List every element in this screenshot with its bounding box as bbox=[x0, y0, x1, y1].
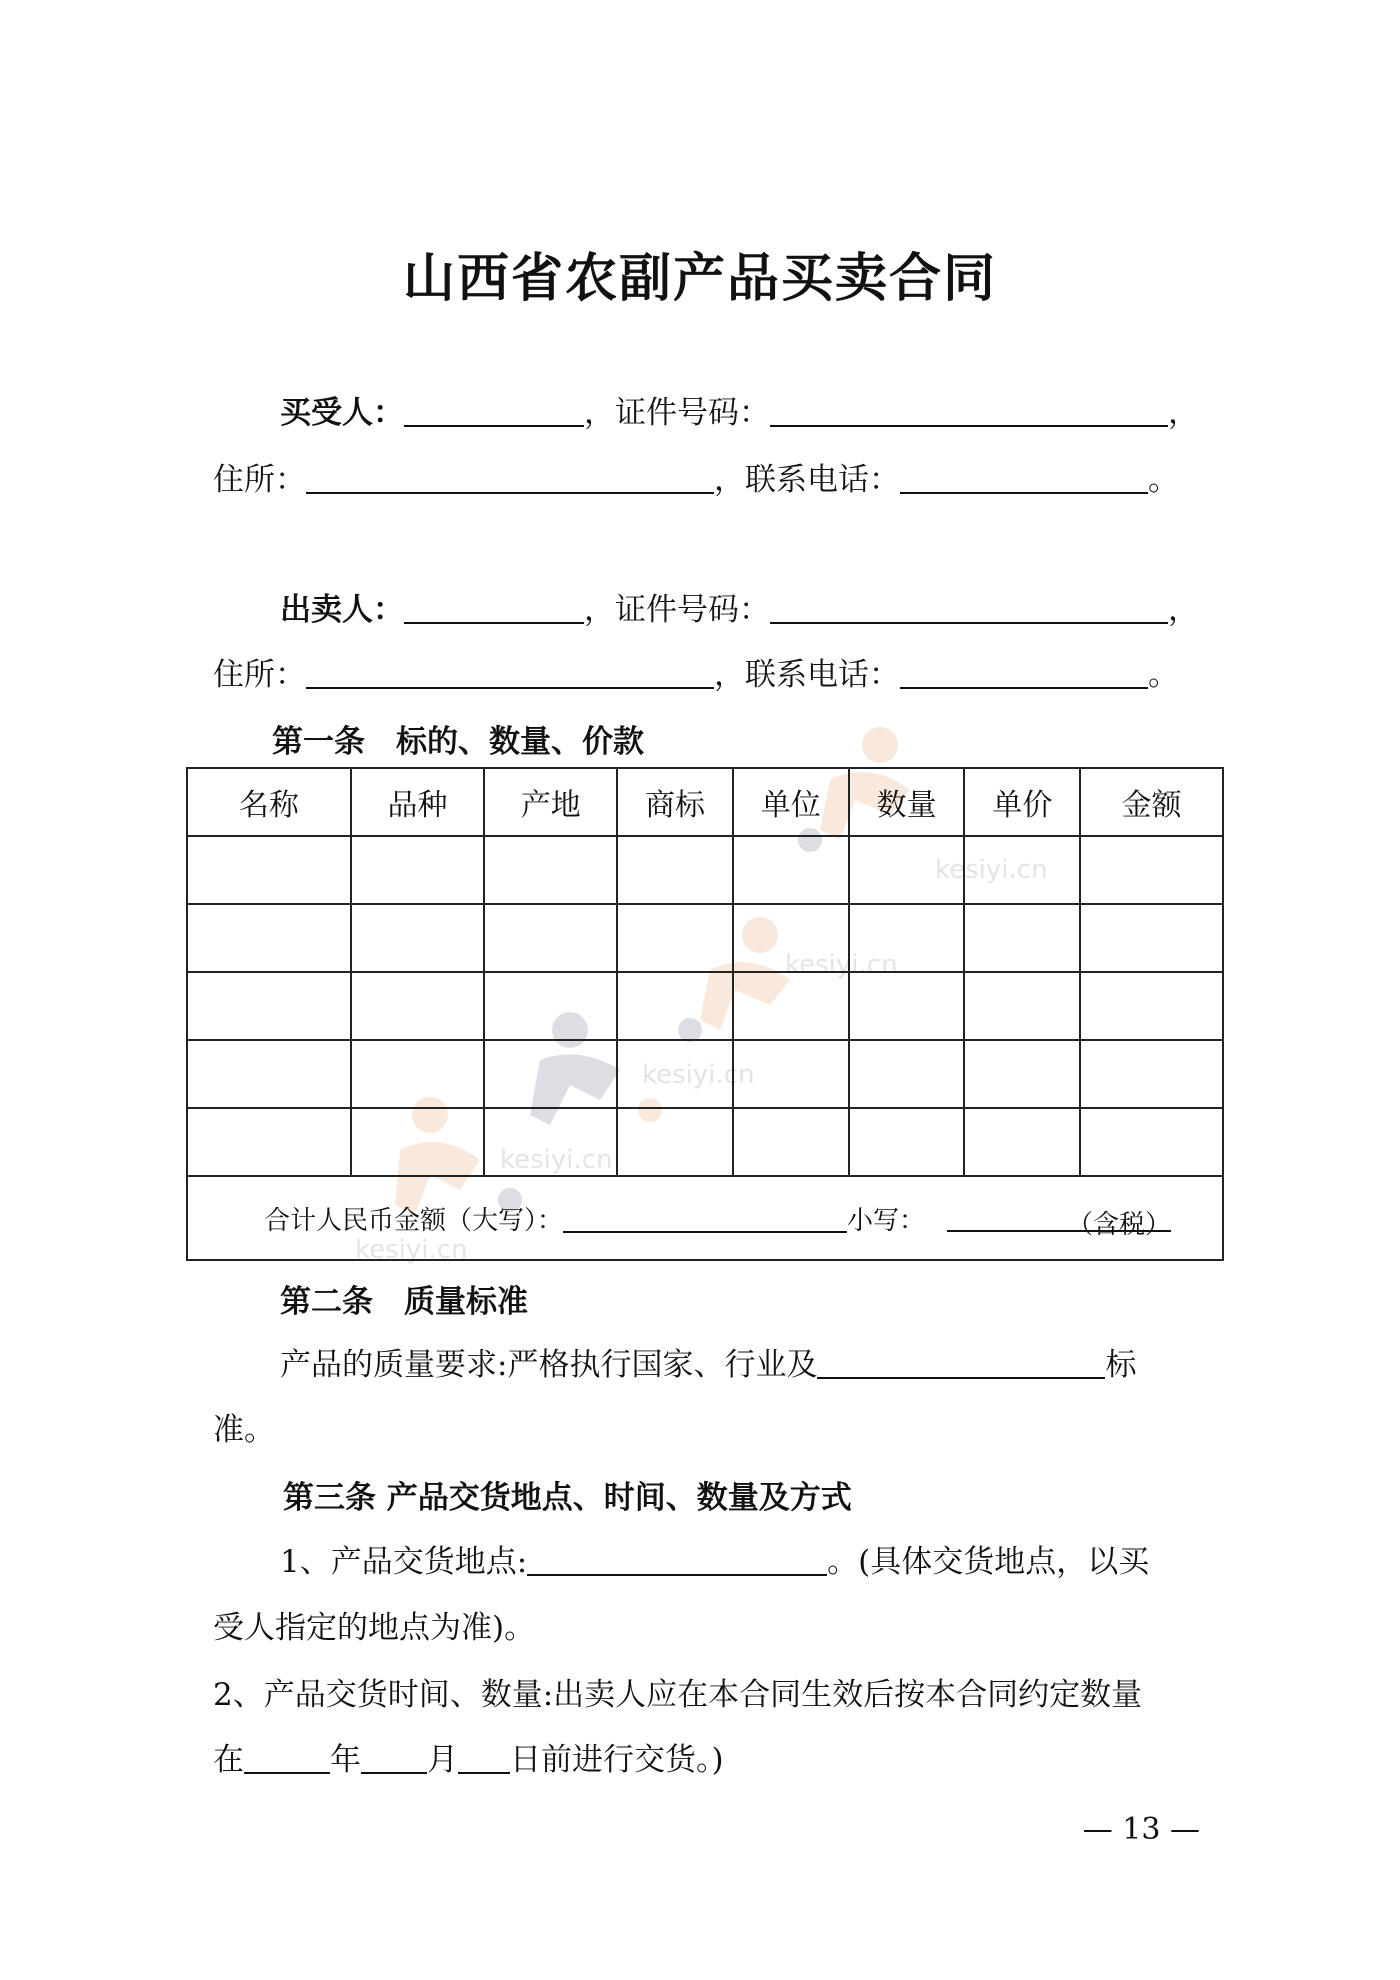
buyer-phone-label: ，联系电话： bbox=[714, 462, 900, 498]
table-cell[interactable] bbox=[964, 1108, 1080, 1176]
article3-text: 月 bbox=[427, 1742, 458, 1778]
table-cell[interactable] bbox=[484, 836, 617, 904]
table-row bbox=[187, 972, 1223, 1040]
total-amount-uppercase-field[interactable] bbox=[563, 1205, 847, 1233]
buyer-address-line bbox=[213, 460, 1179, 500]
article3-item2-line: 2、产品交货时间、数量:出卖人应在本合同生效后按本合同约定数量 bbox=[213, 1677, 1143, 1713]
delivery-year-field[interactable] bbox=[244, 1742, 330, 1774]
punctuation: 。 bbox=[1148, 657, 1179, 693]
article1-heading: 第一条 标的、数量、价款 bbox=[272, 724, 644, 760]
delivery-location-field[interactable] bbox=[527, 1544, 827, 1576]
seller-address-line bbox=[213, 655, 1179, 695]
table-row bbox=[187, 904, 1223, 972]
buyer-line bbox=[280, 393, 1199, 433]
article3-text: 在 bbox=[213, 1742, 244, 1778]
seller-line bbox=[280, 590, 1199, 630]
table-cell[interactable] bbox=[484, 904, 617, 972]
table-row bbox=[187, 836, 1223, 904]
table-total-row bbox=[187, 1176, 1223, 1260]
table-cell[interactable] bbox=[849, 836, 965, 904]
seller-address-label: 住所： bbox=[213, 657, 306, 693]
total-amount-label: 合计人民币金额（大写）： bbox=[264, 1205, 564, 1236]
watermark-text: kesiyi.cn bbox=[642, 1060, 755, 1090]
article3-item1-line bbox=[280, 1542, 1149, 1582]
table-cell[interactable] bbox=[964, 1040, 1080, 1108]
article2-text: 产品的质量要求:严格执行国家、行业及 bbox=[280, 1347, 818, 1383]
table-cell[interactable] bbox=[733, 972, 849, 1040]
total-cell bbox=[187, 1176, 1223, 1260]
table-cell[interactable] bbox=[849, 1040, 965, 1108]
delivery-day-field[interactable] bbox=[458, 1742, 510, 1774]
table-cell[interactable] bbox=[484, 1040, 617, 1108]
watermark-text: kesiyi.cn bbox=[785, 950, 898, 980]
column-header: 数量 bbox=[849, 768, 965, 836]
table-cell[interactable] bbox=[733, 1040, 849, 1108]
delivery-month-field[interactable] bbox=[361, 1742, 427, 1774]
buyer-address-field[interactable] bbox=[306, 462, 714, 494]
table-cell[interactable] bbox=[351, 1108, 485, 1176]
article2-text-cont: 准。 bbox=[213, 1412, 275, 1448]
table-row bbox=[187, 1040, 1223, 1108]
watermark-text: kesiyi.cn bbox=[355, 1235, 468, 1265]
article3-item1-cont: 受人指定的地点为准)。 bbox=[213, 1610, 536, 1646]
buyer-id-field[interactable] bbox=[770, 395, 1168, 427]
table-cell[interactable] bbox=[187, 836, 351, 904]
article2-text: 标 bbox=[1105, 1347, 1137, 1383]
standard-field[interactable] bbox=[817, 1347, 1105, 1379]
buyer-name-field[interactable] bbox=[404, 395, 584, 427]
table-cell[interactable] bbox=[964, 972, 1080, 1040]
column-header: 名称 bbox=[187, 768, 351, 836]
table-cell[interactable] bbox=[1080, 836, 1223, 904]
buyer-phone-field[interactable] bbox=[900, 462, 1148, 494]
column-header: 单价 bbox=[964, 768, 1080, 836]
table-cell[interactable] bbox=[187, 972, 351, 1040]
table-cell[interactable] bbox=[617, 972, 733, 1040]
small-amount-label: 小写： bbox=[847, 1205, 926, 1236]
watermark-text: kesiyi.cn bbox=[935, 855, 1048, 885]
table-cell[interactable] bbox=[617, 904, 733, 972]
table-cell[interactable] bbox=[964, 836, 1080, 904]
column-header: 单位 bbox=[733, 768, 849, 836]
table-cell[interactable] bbox=[617, 1040, 733, 1108]
buyer-id-label: ，证件号码： bbox=[584, 395, 770, 431]
buyer-label: 买受人： bbox=[280, 395, 404, 431]
table-cell[interactable] bbox=[733, 1108, 849, 1176]
seller-label: 出卖人： bbox=[280, 592, 404, 628]
table-cell[interactable] bbox=[351, 904, 485, 972]
table-cell[interactable] bbox=[849, 972, 965, 1040]
table-cell[interactable] bbox=[1080, 972, 1223, 1040]
seller-id-field[interactable] bbox=[770, 592, 1168, 624]
table-cell[interactable] bbox=[484, 972, 617, 1040]
column-header: 品种 bbox=[351, 768, 485, 836]
table-cell[interactable] bbox=[351, 836, 485, 904]
article3-text: 。(具体交货地点，以买 bbox=[827, 1544, 1150, 1580]
seller-phone-label: ，联系电话： bbox=[714, 657, 900, 693]
table-cell[interactable] bbox=[733, 904, 849, 972]
punctuation: ， bbox=[1168, 592, 1199, 628]
table-cell[interactable] bbox=[1080, 904, 1223, 972]
table-cell[interactable] bbox=[849, 904, 965, 972]
article2-text-line bbox=[280, 1345, 1136, 1385]
punctuation: ， bbox=[1168, 395, 1199, 431]
table-cell[interactable] bbox=[484, 1108, 617, 1176]
watermark-text: kesiyi.cn bbox=[500, 1145, 613, 1175]
article3-heading: 第三条 产品交货地点、时间、数量及方式 bbox=[283, 1480, 852, 1516]
table-cell[interactable] bbox=[617, 836, 733, 904]
table-cell[interactable] bbox=[617, 1108, 733, 1176]
total-amount-lowercase-field[interactable] bbox=[947, 1204, 1172, 1240]
table-cell[interactable] bbox=[964, 904, 1080, 972]
seller-phone-field[interactable] bbox=[900, 657, 1148, 689]
article2-heading: 第二条 质量标准 bbox=[280, 1284, 528, 1320]
article3-text: 日前进行交货。) bbox=[510, 1742, 724, 1778]
table-header-row bbox=[187, 768, 1223, 836]
table-cell[interactable] bbox=[351, 972, 485, 1040]
table-cell[interactable] bbox=[351, 1040, 485, 1108]
table-cell[interactable] bbox=[1080, 1040, 1223, 1108]
seller-address-field[interactable] bbox=[306, 657, 714, 689]
seller-name-field[interactable] bbox=[404, 592, 584, 624]
table-row bbox=[187, 1108, 1223, 1176]
tax-note: （含税） bbox=[1067, 1209, 1172, 1240]
page-title: 山西省农副产品买卖合同 bbox=[402, 248, 997, 309]
table-cell[interactable] bbox=[187, 1108, 351, 1176]
table-cell[interactable] bbox=[733, 836, 849, 904]
article3-item2-date-line bbox=[213, 1740, 724, 1780]
table-cell[interactable] bbox=[849, 1108, 965, 1176]
page-number: — 13 — bbox=[1082, 1812, 1200, 1847]
article3-text: 年 bbox=[330, 1742, 361, 1778]
table-cell[interactable] bbox=[1080, 1108, 1223, 1176]
article3-text: 1、产品交货地点: bbox=[280, 1544, 528, 1580]
seller-id-label: ，证件号码： bbox=[584, 592, 770, 628]
column-header: 商标 bbox=[617, 768, 733, 836]
table-cell[interactable] bbox=[187, 904, 351, 972]
buyer-address-label: 住所： bbox=[213, 462, 306, 498]
goods-table bbox=[186, 767, 1224, 1261]
column-header: 金额 bbox=[1080, 768, 1223, 836]
column-header: 产地 bbox=[484, 768, 617, 836]
punctuation: 。 bbox=[1148, 462, 1179, 498]
table-cell[interactable] bbox=[187, 1040, 351, 1108]
